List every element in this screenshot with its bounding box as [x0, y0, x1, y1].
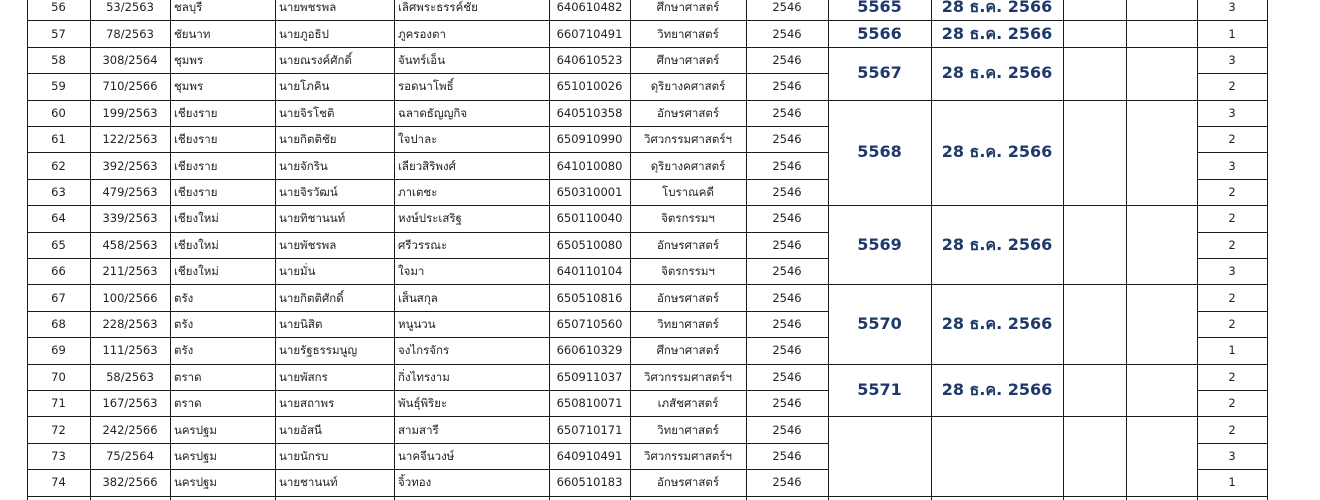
cell-year: 2546 [772, 53, 802, 67]
grid-line [27, 390, 829, 391]
grid-line [828, 100, 1198, 101]
cell-no: 73 [51, 449, 66, 463]
grid-line [1197, 337, 1268, 338]
cell-ref: 111/2563 [102, 343, 158, 358]
grid-line [27, 258, 829, 259]
cell-no: 65 [51, 237, 66, 252]
cell-year: 2546 [772, 396, 802, 411]
cell-ref: 242/2566 [102, 422, 158, 437]
cell-count: 2 [1228, 396, 1236, 411]
cell-ref: 58/2563 [106, 369, 154, 384]
cell-year: 2546 [772, 317, 802, 331]
cell-count: 3 [1228, 53, 1236, 67]
cell-fac: ดุริยางคศาสตร์ [650, 158, 726, 173]
cell-ref: 392/2563 [102, 158, 158, 173]
cell-fac: อักษรศาสตร์ [656, 290, 720, 305]
cell-count: 3 [1228, 264, 1236, 279]
cell-no: 66 [51, 264, 66, 279]
grid-line [828, 496, 1198, 497]
cell-surname: ศรีวรรณะ [398, 237, 448, 252]
grid-line [1197, 284, 1268, 285]
grid-line [27, 443, 829, 444]
cell-count: 3 [1228, 449, 1236, 463]
cell-count: 2 [1228, 132, 1236, 147]
cell-surname: หนูนวน [398, 317, 436, 331]
grid-line [1197, 258, 1268, 259]
cell-no: 62 [51, 158, 66, 173]
grid-line [1197, 20, 1268, 21]
cell-count: 3 [1228, 105, 1236, 120]
grid-line [1197, 126, 1268, 127]
cell-surname: ใจปาละ [398, 132, 438, 147]
cell-no: 57 [51, 26, 66, 41]
grid-line [1197, 205, 1268, 206]
grid-line [394, 0, 395, 500]
cell-count: 1 [1228, 26, 1236, 41]
cell-year: 2546 [772, 158, 802, 173]
cell-prov: นครปฐม [174, 475, 217, 490]
cell-name: นายกิตติชัย [279, 132, 337, 147]
group-code: 5566 [857, 23, 902, 43]
cell-name: นายจักริน [279, 158, 328, 173]
cell-surname: จันทร์เอ็น [398, 53, 446, 67]
group-code: 5565 [857, 0, 902, 17]
cell-year: 2546 [772, 26, 802, 41]
cell-sid: 650510816 [556, 290, 623, 305]
cell-prov: เชียงใหม่ [174, 211, 219, 226]
grid-line [27, 152, 829, 153]
grid-line [170, 0, 171, 500]
cell-name: นายรัฐธรรมนูญ [279, 343, 358, 358]
cell-fac: จิตรกรรมฯ [661, 264, 715, 279]
grid-line [27, 232, 829, 233]
cell-no: 72 [51, 422, 66, 437]
cell-sid: 650910990 [556, 132, 623, 147]
grid-line [27, 73, 829, 74]
cell-no: 59 [51, 79, 66, 94]
cell-count: 2 [1228, 317, 1236, 331]
cell-ref: 100/2566 [102, 290, 158, 305]
cell-ref: 382/2566 [102, 475, 158, 490]
group-code: 5567 [857, 63, 902, 83]
grid-line [828, 205, 1198, 206]
cell-name: นายพัชรพล [279, 237, 337, 252]
cell-fac: วิทยาศาสตร์ [657, 317, 719, 331]
grid-line [1197, 311, 1268, 312]
cell-name: นายทิชานนท์ [279, 211, 346, 226]
grid-line [1197, 232, 1268, 233]
grid-line [828, 20, 1198, 21]
cell-count: 1 [1228, 343, 1236, 358]
cell-ref: 339/2563 [102, 211, 158, 226]
cell-surname: รอดนาโพธิ์ [398, 79, 454, 94]
cell-count: 2 [1228, 185, 1236, 199]
cell-surname: เลียวสิริพงศ์ [398, 158, 456, 173]
cell-no: 74 [51, 475, 66, 490]
cell-fac: จิตรกรรมฯ [661, 211, 715, 226]
cell-surname: หงษ์ประเสริฐ [398, 211, 462, 226]
cell-no: 63 [51, 185, 66, 199]
grid-line [1063, 0, 1064, 500]
cell-sid: 640910491 [556, 449, 623, 463]
cell-fac: วิศวกรรมศาสตร์ฯ [644, 132, 732, 147]
grid-line [1197, 47, 1268, 48]
cell-prov: ตราด [174, 369, 202, 384]
cell-no: 71 [51, 396, 66, 411]
cell-fac: วิศวกรรมศาสตร์ฯ [644, 449, 732, 463]
cell-sid: 641010080 [556, 158, 623, 173]
grid-line [275, 0, 276, 500]
cell-no: 58 [51, 53, 66, 67]
cell-surname: นาคจีนวงษ์ [398, 449, 455, 463]
grid-line [1197, 152, 1268, 153]
cell-year: 2546 [772, 185, 802, 199]
cell-surname: พันธุ์พิริยะ [398, 396, 448, 411]
cell-sid: 650510080 [556, 237, 623, 252]
cell-surname: จิ้วทอง [398, 475, 432, 490]
cell-fac: วิศวกรรมศาสตร์ฯ [644, 369, 732, 384]
cell-surname: เส็นสกุล [398, 290, 438, 305]
cell-name: นายภูอธิป [279, 26, 329, 41]
cell-ref: 308/2564 [102, 53, 158, 67]
group-date: 28 ธ.ค. 2566 [941, 23, 1053, 43]
grid-line [1267, 0, 1268, 500]
grid-line [828, 364, 1198, 365]
cell-name: นายมั่น [279, 264, 316, 279]
cell-ref: 122/2563 [102, 132, 158, 147]
cell-count: 3 [1228, 158, 1236, 173]
cell-name: นายณรงค์ศักดิ์ [279, 53, 352, 67]
grid-line [828, 47, 1198, 48]
cell-year: 2546 [772, 0, 802, 15]
cell-year: 2546 [772, 343, 802, 358]
cell-name: นายพชรพล [279, 0, 337, 15]
cell-prov: ตรัง [174, 317, 194, 331]
cell-sid: 640510358 [556, 105, 623, 120]
group-date: 28 ธ.ค. 2566 [941, 234, 1053, 254]
cell-count: 1 [1228, 475, 1236, 490]
cell-ref: 167/2563 [102, 396, 158, 411]
cell-prov: ตราด [174, 396, 202, 411]
cell-year: 2546 [772, 264, 802, 279]
cell-surname: ฉลาดธัญญกิจ [398, 105, 468, 120]
cell-fac: อักษรศาสตร์ [656, 237, 720, 252]
cell-name: นายอัสนี [279, 422, 322, 437]
cell-prov: ชุมพร [174, 79, 204, 94]
cell-sid: 650110040 [556, 211, 623, 226]
cell-year: 2546 [772, 449, 802, 463]
cell-surname: สามสารี [398, 422, 439, 437]
group-code: 5568 [857, 142, 902, 162]
cell-surname: ภูครองตา [398, 26, 446, 41]
grid-line [27, 20, 829, 21]
cell-sid: 640610523 [556, 53, 623, 67]
cell-count: 2 [1228, 79, 1236, 94]
grid-line [1197, 443, 1268, 444]
grid-line [828, 416, 1198, 417]
cell-count: 2 [1228, 211, 1236, 226]
cell-name: นายชานนท์ [279, 475, 338, 490]
cell-no: 64 [51, 211, 66, 226]
cell-sid: 660610329 [556, 343, 623, 358]
cell-prov: ตรัง [174, 343, 194, 358]
cell-name: นายจิรโชติ [279, 105, 335, 120]
group-code: 5570 [857, 314, 902, 333]
cell-sid: 650310001 [556, 185, 623, 199]
cell-no: 69 [51, 343, 66, 358]
cell-sid: 640610482 [556, 0, 623, 15]
cell-ref: 211/2563 [102, 264, 158, 279]
grid-line [27, 126, 829, 127]
cell-sid: 660510183 [556, 475, 623, 490]
cell-prov: เชียงใหม่ [174, 237, 219, 252]
cell-count: 2 [1228, 369, 1236, 384]
grid-line [828, 284, 1198, 285]
cell-no: 56 [51, 0, 66, 15]
grid-line [1197, 390, 1268, 391]
grid-line [1197, 73, 1268, 74]
cell-sid: 650911037 [556, 369, 623, 384]
cell-prov: เชียงราย [174, 158, 218, 173]
cell-name: นายกิตติศักดิ์ [279, 290, 344, 305]
cell-fac: โบราณคดี [662, 185, 714, 199]
cell-surname: ใจมา [398, 264, 425, 279]
cell-prov: นครปฐม [174, 449, 217, 463]
grid-line [1197, 469, 1268, 470]
grid-line [1126, 0, 1127, 500]
cell-ref: 53/2563 [106, 0, 154, 15]
cell-surname: กิ่งไทรงาม [398, 369, 450, 384]
grid-line [27, 47, 829, 48]
cell-no: 67 [51, 290, 66, 305]
cell-ref: 458/2563 [102, 237, 158, 252]
cell-prov: เชียงราย [174, 185, 218, 199]
cell-no: 70 [51, 369, 66, 384]
cell-sid: 650710171 [556, 422, 623, 437]
cell-count: 3 [1228, 0, 1236, 15]
cell-count: 2 [1228, 422, 1236, 437]
cell-prov: ชลบุรี [174, 0, 203, 15]
cell-count: 2 [1228, 290, 1236, 305]
cell-fac: วิทยาศาสตร์ [657, 26, 719, 41]
cell-year: 2546 [772, 290, 802, 305]
cell-ref: 479/2563 [102, 185, 158, 199]
cell-prov: เชียงใหม่ [174, 264, 219, 279]
cell-fac: ศึกษาศาสตร์ [656, 53, 720, 67]
cell-sid: 651010026 [556, 79, 623, 94]
cell-prov: เชียงราย [174, 105, 218, 120]
grid-line [27, 337, 829, 338]
cell-name: นายนิสิต [279, 317, 323, 331]
cell-year: 2546 [772, 79, 802, 94]
cell-prov: ชุมพร [174, 53, 204, 67]
cell-no: 61 [51, 132, 66, 147]
cell-fac: ศึกษาศาสตร์ [656, 343, 720, 358]
cell-fac: ศึกษาศาสตร์ [656, 0, 720, 15]
cell-fac: วิทยาศาสตร์ [657, 422, 719, 437]
group-date: 28 ธ.ค. 2566 [941, 63, 1053, 83]
grid-line [27, 179, 829, 180]
cell-sid: 660710491 [556, 26, 623, 41]
group-date: 28 ธ.ค. 2566 [941, 142, 1053, 162]
grid-line [1197, 364, 1268, 365]
cell-name: นายจิรวัฒน์ [279, 185, 338, 199]
cell-ref: 199/2563 [102, 105, 158, 120]
grid-line [27, 100, 829, 101]
grid-line [27, 469, 829, 470]
cell-sid: 640110104 [556, 264, 623, 279]
grid-line [1197, 496, 1268, 497]
cell-year: 2546 [772, 369, 802, 384]
cell-prov: ตรัง [174, 290, 194, 305]
cell-name: นายนักรบ [279, 449, 329, 463]
group-date: 28 ธ.ค. 2566 [941, 380, 1053, 399]
grid-line [1197, 416, 1268, 417]
cell-prov: นครปฐม [174, 422, 217, 437]
grid-line [27, 284, 829, 285]
group-date: 28 ธ.ค. 2566 [941, 314, 1053, 333]
cell-year: 2546 [772, 237, 802, 252]
grid-line [27, 364, 829, 365]
group-date: 28 ธ.ค. 2566 [941, 0, 1053, 17]
cell-fac: อักษรศาสตร์ [656, 105, 720, 120]
cell-sid: 650710560 [556, 317, 623, 331]
cell-year: 2546 [772, 132, 802, 147]
cell-surname: ภาเตชะ [398, 185, 438, 199]
cell-year: 2546 [772, 211, 802, 226]
cell-name: นายสถาพร [279, 396, 335, 411]
grid-line [1197, 179, 1268, 180]
cell-no: 68 [51, 317, 66, 331]
grid-line [27, 205, 829, 206]
grid-line [27, 416, 829, 417]
cell-count: 2 [1228, 237, 1236, 252]
cell-year: 2546 [772, 422, 802, 437]
cell-name: นายโภคิน [279, 79, 330, 94]
cell-sid: 650810071 [556, 396, 623, 411]
cell-surname: จงไกรจักร [398, 343, 450, 358]
cell-ref: 228/2563 [102, 317, 158, 331]
cell-ref: 710/2566 [102, 79, 158, 94]
group-code: 5569 [857, 234, 902, 254]
cell-fac: ดุริยางคศาสตร์ [650, 79, 726, 94]
cell-surname: เลิศพระธรรค์ชัย [398, 0, 478, 15]
cell-year: 2546 [772, 105, 802, 120]
cell-name: นายพัสกร [279, 369, 328, 384]
cell-fac: อักษรศาสตร์ [656, 475, 720, 490]
cell-prov: เชียงราย [174, 132, 218, 147]
cell-year: 2546 [772, 475, 802, 490]
cell-prov: ชัยนาท [174, 26, 211, 41]
cell-fac: เภสัชศาสตร์ [657, 396, 719, 411]
cell-ref: 75/2564 [106, 449, 154, 463]
cell-ref: 78/2563 [106, 26, 154, 41]
grid-line [1197, 100, 1268, 101]
grid-line [27, 496, 829, 497]
cell-no: 60 [51, 105, 66, 120]
grid-line [27, 311, 829, 312]
group-code: 5571 [857, 380, 902, 399]
